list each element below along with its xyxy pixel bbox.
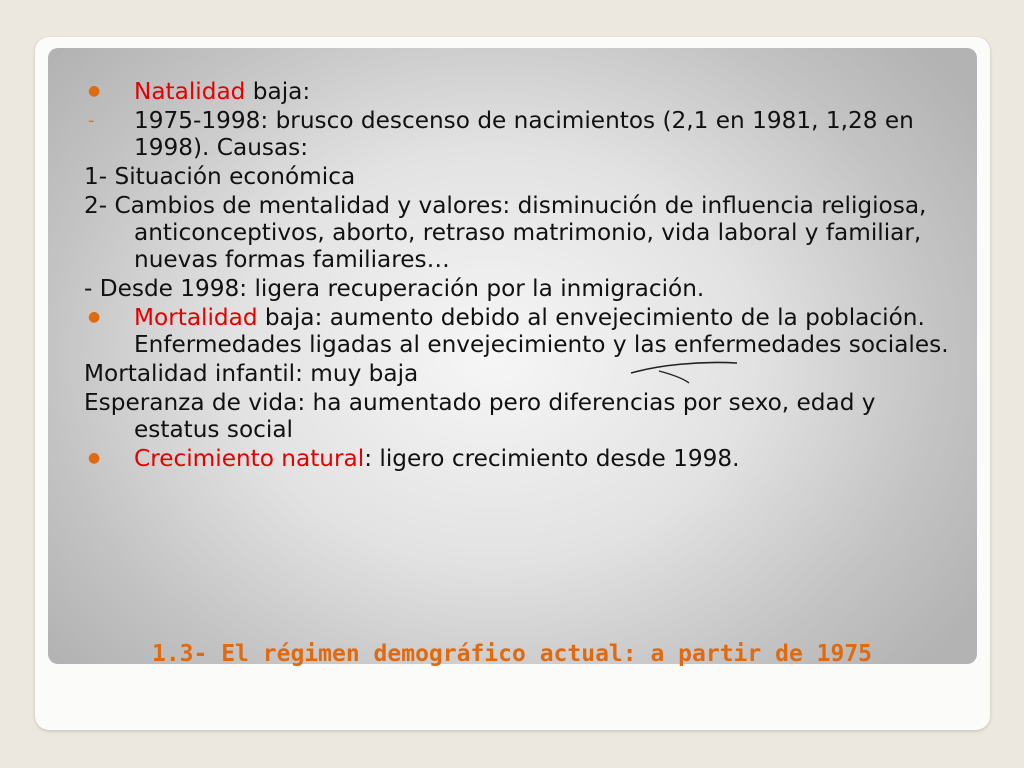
list-item-desde-1998 — [84, 275, 964, 302]
slide-body — [84, 78, 964, 474]
list-item-text: 1- Situación económica — [84, 163, 356, 190]
list-item-natalidad — [84, 78, 964, 105]
list-item-mortalidad-infantil — [84, 360, 964, 387]
list-item-text: baja: — [245, 78, 311, 105]
handwritten-mark-icon — [629, 357, 739, 385]
list-item-text: Mortalidad infantil: muy baja — [84, 360, 419, 387]
list-item-text: baja: aumento debido al envejecimiento de la población. Enfermedades ligadas al envejecimiento y las enfermedades sociales. — [134, 304, 949, 358]
highlight-crecimiento: Crecimiento natural — [134, 445, 365, 472]
list-item-1975-1998 — [84, 107, 964, 161]
list-item-text: : ligero crecimiento desde 1998. — [364, 445, 740, 472]
list-item-situacion-economica — [84, 163, 964, 190]
list-item-crecimiento — [84, 445, 964, 472]
dash-icon: - — [88, 110, 95, 131]
highlight-mortalidad: Mortalidad — [134, 304, 258, 331]
list-item-cambios-mentalidad — [84, 192, 964, 273]
list-item-text: Esperanza de vida: ha aumentado pero diferencias por sexo, edad y estatus social — [84, 389, 876, 443]
list-item-esperanza-vida — [84, 389, 964, 443]
list-item-mortalidad — [84, 304, 964, 358]
slide-title: 1.3- El régimen demográfico actual: a partir de 1975 — [151, 641, 873, 667]
orange-bullet-icon: ● — [88, 83, 101, 99]
list-item-text: 1975-1998: brusco descenso de nacimientos (2,1 en 1981, 1,28 en 1998). Causas: — [134, 107, 914, 161]
orange-bullet-icon: ● — [88, 309, 101, 325]
list-item-text: - Desde 1998: ligera recuperación por la inmigración. — [84, 275, 705, 302]
slide-content-panel — [48, 48, 977, 664]
highlight-natalidad: Natalidad — [134, 78, 246, 105]
orange-bullet-icon: ● — [88, 450, 101, 466]
list-item-text: 2- Cambios de mentalidad y valores: disminución de influencia religiosa, anticonceptivos, aborto, retraso matrimonio, vida laboral y familiar, nuevas formas familiares… — [84, 192, 927, 273]
